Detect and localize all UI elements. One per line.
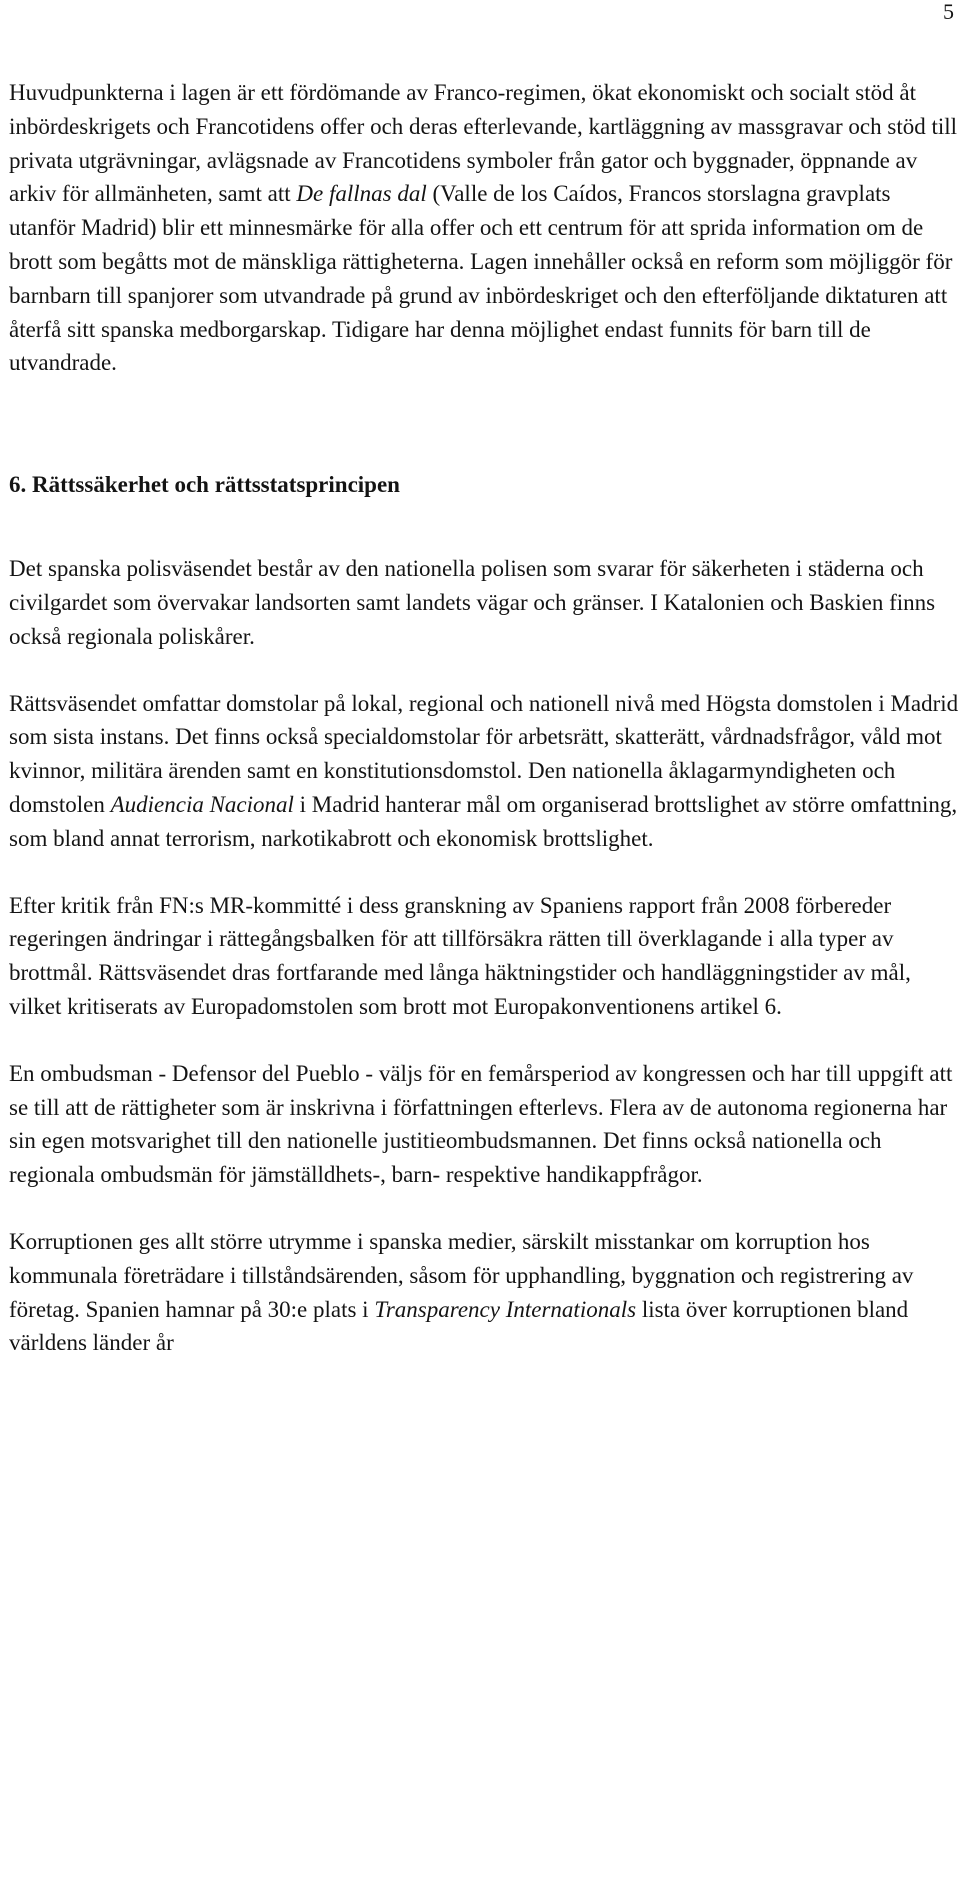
ombudsman-paragraph: En ombudsman - Defensor del Pueblo - väljs för en femårsperiod av kongressen och har till uppgift att se till att de rättigheter som är inskrivna i författningen efterlevs. Flera av de autonoma regionerna har sin egen motsvarighet till den nationelle justitieombudsmannen. Det finns också nationella och regionala ombudsmän för jämställdhets-, barn- respektive handikappfrågor.: [9, 1060, 953, 1188]
page-number: 5: [943, 0, 954, 24]
intro-text-start: Huvudpunkterna i lagen är ett fördömande av Franco-regimen, ökat ekonomiskt och socialt stöd åt inbördeskrigets och Francotidens offer och deras efterlevande, kartläggning av massgravar och stöd till privata utgrävningar, avlägsnade av Francotidens symboler från gator och byggnader, öppnande av arkiv för allmänheten, samt att: [9, 80, 958, 207]
police-paragraph: Det spanska polisväsendet består av den nationella polisen som svarar för säkerheten i städerna och civilgardet som övervakar landsorten samt landets vägar och gränser. I Katalonien och Baskien finns också regionala poliskårer.: [9, 556, 936, 649]
corruption-italic-term: Transparency Internationals: [374, 1296, 637, 1322]
justice-text-start: Rättsväsendet omfattar domstolar på lokal, regional och nationell nivå med Högsta domstolen i Madrid som sista instans. Det finns också specialdomstolar för arbetsrätt, skatterätt, vårdnadsfrågor, våld mot kvinnor, militära ärenden samt en konstitutionsdomstol. Den nationella åklagarmyndigheten och domstolen: [9, 690, 959, 817]
section-heading: 6. Rättssäkerhet och rättsstatsprincipen: [9, 472, 400, 498]
intro-paragraph: [9, 76, 959, 380]
corruption-paragraph: [9, 1225, 959, 1360]
justice-italic-term: Audiencia Nacional: [110, 791, 294, 817]
criticism-paragraph: Efter kritik från FN:s MR-kommitté i dess granskning av Spaniens rapport från 2008 förbereder regeringen ändringar i rättegångsbalken för att tillförsäkra rätten till överklagande i alla typer av brottmål. Rättsväsendet dras fortfarande med långa häktningstider och handläggningstider av mål, vilket kritiserats av Europadomstolen som brott mot Europakonventionens artikel 6.: [9, 892, 911, 1019]
document-body: [9, 76, 959, 1360]
justice-paragraph: [9, 687, 959, 856]
corruption-text-start: Korruptionen ges allt större utrymme i spanska medier, särskilt misstankar om korruption hos kommunala företrädare i tillståndsärenden, såsom för upphandling, byggnation och registrering av företag. Spanien hamnar på 30:e plats i: [9, 1228, 914, 1322]
justice-text-end: i Madrid hanterar mål om organiserad brottslighet av större omfattning, som bland annat terrorism, narkotikabrott och ekonomisk brottslighet.: [9, 791, 958, 851]
intro-text-end: (Valle de los Caídos, Francos storslagna gravplats utanför Madrid) blir ett minnesmärke för alla offer och ett centrum för att sprida information om de brott som begåtts mot de mänskliga rättigheterna. Lagen innehåller också en reform som möjliggör för barnbarn till spanjorer som utvandrade på grund av inbördeskriget och den efterföljande diktaturen att återfå sitt spanska medborgarskap. Tidigare har denna möjlighet endast funnits för barn till de utvandrade.: [9, 181, 953, 376]
corruption-text-end: lista över korruptionen bland världens länder år: [9, 1296, 909, 1356]
intro-italic-term: De fallnas dal: [296, 181, 427, 207]
